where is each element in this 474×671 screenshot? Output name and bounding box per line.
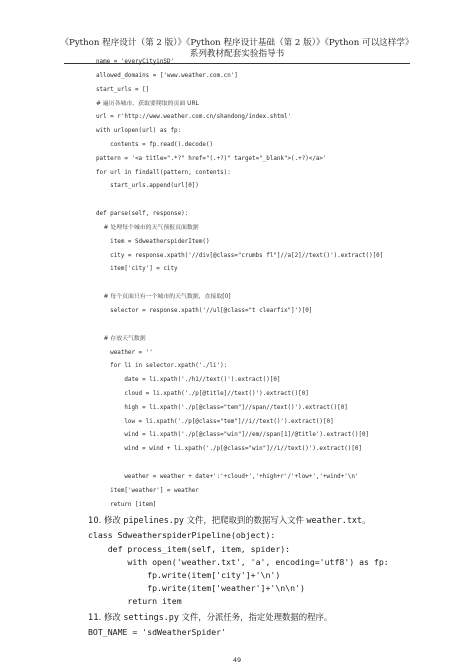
- header-title-line: 《Python 程序设计（第 2 版）》《Python 程序设计基础（第 2 版）》《Python 可以这样学》: [60, 38, 414, 48]
- code-line: wind = li.xpath('./p[@class="win"]//em//span[1]/@title').extract()[0]: [96, 432, 370, 438]
- code-comment: # 遍历各城市，获取要爬取的页面 URL: [96, 101, 199, 107]
- code-line: with urlopen(url) as fp:: [96, 128, 182, 134]
- code-line: item = SdweatherspiderItem(): [96, 239, 210, 245]
- step-10-number: 10. 修改: [88, 515, 124, 525]
- pipeline-code-line: fp.write(item['weather']+'\n\n'): [88, 583, 305, 593]
- code-line: allowed_domains = ['www.weather.com.cn']: [96, 73, 238, 79]
- code-comment: # 存放天气数据: [96, 336, 146, 342]
- code-line: weather = '': [96, 350, 153, 356]
- code-line: name = 'everyCityinSD': [96, 59, 175, 65]
- pipeline-code-line: return item: [88, 596, 182, 606]
- code-line: def parse(self, response):: [96, 211, 189, 217]
- step-11-filename: settings.py: [123, 612, 179, 622]
- code-line: item['city'] = city: [96, 266, 178, 272]
- code-line: pattern = '<a title=".*?" href="(.+?)" target="_blank">(.+?)</a>': [96, 156, 327, 162]
- pipeline-code-line: class SdweatherspiderPipeline(object):: [88, 530, 276, 540]
- code-line: wind = wind + li.xpath('./p[@class="win"]//i//text()').extract()[0]: [96, 446, 362, 452]
- step-10-filename: pipelines.py: [123, 515, 184, 525]
- code-line: for url in findall(pattern, contents):: [96, 170, 231, 176]
- header-subtitle-line: 系列教材配套实验指导书: [189, 49, 285, 59]
- pipeline-code-line: with open('weather.txt', 'a', encoding='utf8') as fp:: [88, 557, 389, 567]
- step-11-text: 文件，分派任务，指定处理数据的程序。: [178, 612, 333, 622]
- code-line: date = li.xpath('./h1//text()').extract()[0]: [96, 377, 281, 383]
- step-11-instruction: [88, 612, 332, 622]
- code-comment: # 处理每个城市的天气预报页面数据: [96, 225, 199, 231]
- code-comment: # 每个页面只有一个城市的天气数据，直接取[0]: [96, 294, 231, 300]
- code-line: return [item]: [96, 502, 157, 508]
- code-line: contents = fp.read().decode(): [96, 142, 214, 148]
- page-number: 49: [232, 656, 242, 664]
- step-10-target-file: weather.txt: [306, 515, 362, 525]
- pipeline-code-line: fp.write(item['city']+'\n'): [88, 570, 281, 580]
- code-line: start_urls.append(url[0]): [96, 183, 199, 189]
- code-line: start_urls = []: [96, 87, 150, 93]
- step-10-end: 。: [361, 515, 371, 525]
- code-line: high = li.xpath('./p[@class="tem"]//span//text()').extract()[0]: [96, 405, 348, 411]
- page-header: [0, 38, 474, 60]
- code-line: item['weather'] = weather: [96, 488, 199, 494]
- code-line: city = response.xpath('//div[@class="crumbs fl"]//a[2]//text()').extract()[0]: [96, 253, 384, 259]
- step-10-instruction: [88, 515, 370, 525]
- code-line: low = li.xpath('./p[@class="tem"]//i//text()').extract()[0]: [96, 419, 334, 425]
- code-line: cloud = li.xpath('./p[@title]//text()').extract()[0]: [96, 391, 309, 397]
- code-line: weather = weather + date+':'+cloud+','+high+r'/'+low+','+wind+'\n': [96, 474, 359, 480]
- code-line: url = r'http://www.weather.com.cn/shandong/index.shtml': [96, 114, 292, 120]
- pipeline-code-line: def process_item(self, item, spider):: [88, 544, 291, 554]
- code-line: for li in selector.xpath('./li'):: [96, 363, 228, 369]
- step-10-text: 文件，把爬取到的数据写入文件: [183, 515, 307, 525]
- code-line: selector = response.xpath('//ul[@class="t clearfix"]')[0]: [96, 308, 313, 314]
- step-11-number: 11. 修改: [88, 612, 124, 622]
- bot-name-line: BOT_NAME = 'sdWeatherSpider': [88, 627, 227, 637]
